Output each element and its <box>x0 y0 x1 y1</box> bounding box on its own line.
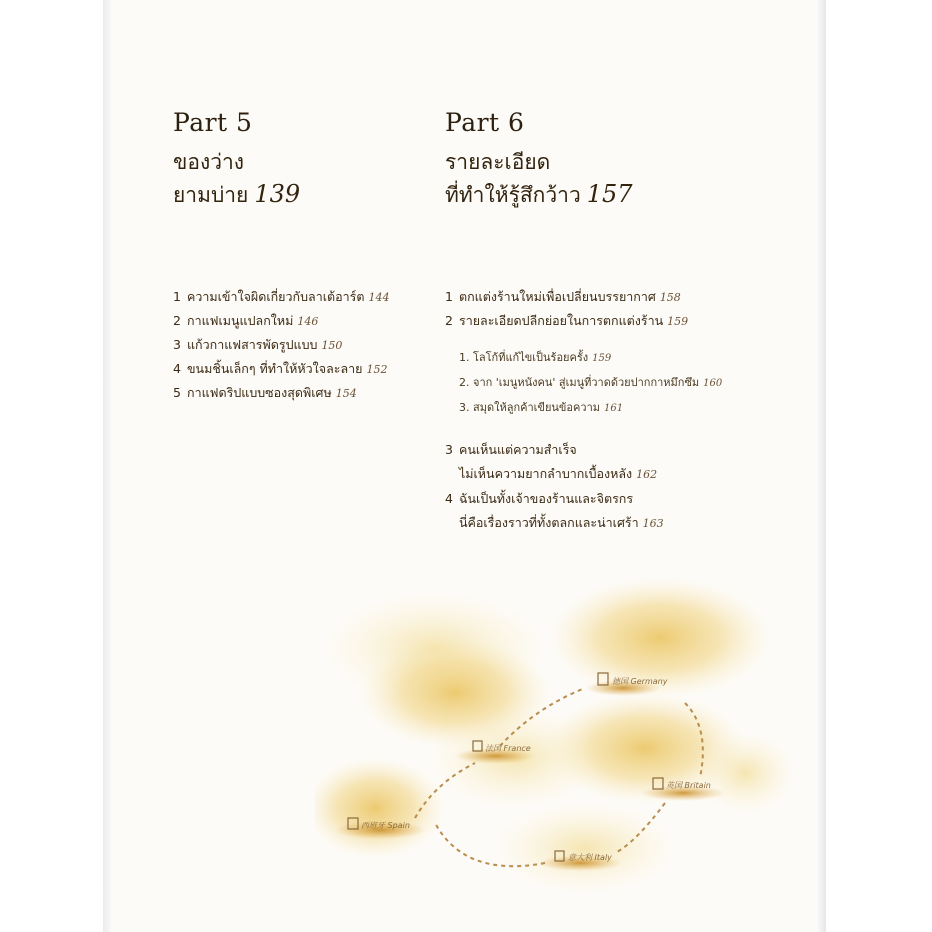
part6-sub-list <box>459 345 722 420</box>
toc-sub-item-number: 3. <box>459 401 470 414</box>
toc-item-text: ความเข้าใจผิดเกี่ยวกับลาเต้อาร์ต <box>187 289 365 304</box>
part5-subtitle-line2-row <box>173 178 300 211</box>
part5-subtitle <box>173 146 300 211</box>
toc-sub-item <box>459 395 722 420</box>
toc-item-number: 1 <box>173 289 181 304</box>
toc-item <box>445 309 722 333</box>
toc-sub-item <box>459 370 722 395</box>
part6-toc-list <box>445 285 722 536</box>
toc-item-text: แก้วกาแฟสารพัดรูปแบบ <box>187 337 318 352</box>
part6-title: Part 6 <box>445 108 525 137</box>
toc-item-text: กาแฟดริปแบบซองสุดพิเศษ <box>187 385 332 400</box>
toc-item-text-line2: นี่คือเรื่องราวที่ทั้งตลกและน่าเศร้า <box>459 515 639 530</box>
toc-sub-item-number: 1. <box>459 351 470 364</box>
toc-item-text-line1: ฉันเป็นทั้งเจ้าของร้านและจิตรกร <box>459 491 634 506</box>
part6-subtitle-line2: ที่ทำให้รู้สึกว้าว <box>445 183 581 207</box>
toc-item-page: 162 <box>636 468 658 481</box>
page-edge-left <box>103 0 111 932</box>
toc-item-number: 3 <box>445 442 453 457</box>
watercolor-wash <box>315 758 445 858</box>
watercolor-coffee-map-illustration <box>315 578 790 932</box>
toc-item-text: ขนมชิ้นเล็กๆ ที่ทำให้หัวใจละลาย <box>187 361 363 376</box>
toc-item-page: 150 <box>321 339 343 352</box>
toc-item-text: ตกแต่งร้านใหม่เพื่อเปลี่ยนบรรยากาศ <box>459 289 656 304</box>
toc-item-text-line2: ไม่เห็นความยากลำบากเบื้องหลัง <box>459 466 633 481</box>
toc-item <box>173 285 389 309</box>
map-label: 意大利 Italy <box>568 853 612 862</box>
toc-item-number: 2 <box>445 313 453 328</box>
toc-item-number: 1 <box>445 289 453 304</box>
part5-title: Part 5 <box>173 108 253 137</box>
toc-item-multiline <box>445 487 722 536</box>
toc-item <box>173 357 389 381</box>
toc-sub-item-number: 2. <box>459 376 470 389</box>
toc-item-page: 152 <box>366 363 388 376</box>
toc-item <box>173 309 389 333</box>
toc-sub-item-text: โลโก้ที่แก้ไขเป็นร้อยครั้ง <box>473 351 589 364</box>
toc-item-text-line1: คนเห็นแต่ความสำเร็จ <box>459 442 577 457</box>
toc-item-page: 158 <box>659 291 681 304</box>
toc-item-page: 154 <box>335 387 357 400</box>
toc-sub-item-page: 161 <box>604 403 624 414</box>
toc-item-number: 4 <box>173 361 181 376</box>
toc-item-page: 163 <box>642 517 664 530</box>
toc-item <box>445 285 722 309</box>
watercolor-wash <box>495 803 675 893</box>
map-label: 德国 Germany <box>612 677 668 686</box>
page-edge-right <box>818 0 826 932</box>
toc-sub-item-text: จาก 'เมนูหนังคน' สู่เมนูที่วาดด้วยปากกาหมึกซึม <box>473 376 700 389</box>
map-label: 西班牙 Spain <box>361 821 410 830</box>
map-label: 法国 France <box>485 744 531 753</box>
part6-subtitle-line1: รายละเอียด <box>445 150 551 174</box>
map-label: 英国 Britain <box>666 781 711 790</box>
part5-subtitle-line1: ของว่าง <box>173 150 245 174</box>
part5-page-number: 139 <box>254 180 301 208</box>
toc-sub-item-text: สมุดให้ลูกค้าเขียนข้อความ <box>473 401 600 414</box>
part5-subtitle-line2: ยามบ่าย <box>173 183 249 207</box>
part6-page-number: 157 <box>586 180 633 208</box>
toc-item-number: 2 <box>173 313 181 328</box>
toc-item-text: รายละเอียดปลีกย่อยในการตกแต่งร้าน <box>459 313 664 328</box>
toc-item <box>173 333 389 357</box>
part6-subtitle-line2-row <box>445 178 633 211</box>
toc-sub-item-page: 159 <box>592 353 612 364</box>
part5-header <box>173 108 300 211</box>
part6-toc-list-continued <box>445 438 722 536</box>
toc-sub-item-page: 160 <box>703 378 723 389</box>
toc-item-text: กาแฟเมนูแปลกใหม่ <box>187 313 294 328</box>
part5-toc-list <box>173 285 389 405</box>
toc-item-number: 4 <box>445 491 453 506</box>
toc-item-page: 144 <box>368 291 390 304</box>
toc-item-page: 159 <box>667 315 689 328</box>
toc-item-page: 146 <box>297 315 319 328</box>
toc-item-number: 3 <box>173 337 181 352</box>
part6-header <box>445 108 633 211</box>
toc-sub-item <box>459 345 722 370</box>
part6-subtitle <box>445 146 633 211</box>
toc-item-multiline <box>445 438 722 487</box>
toc-item-number: 5 <box>173 385 181 400</box>
toc-item <box>173 381 389 405</box>
